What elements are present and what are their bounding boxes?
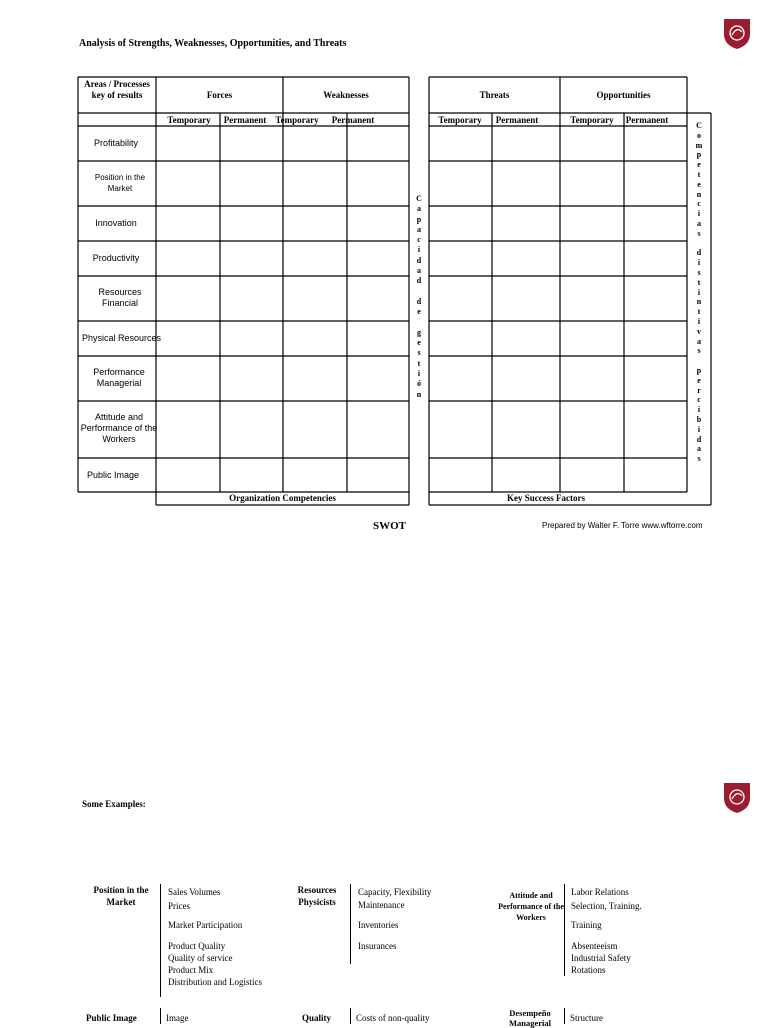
vertical-letter: d — [416, 255, 422, 265]
vertical-letter: ó — [417, 379, 421, 389]
vertical-letter: b — [696, 414, 702, 424]
vertical-letter: t — [697, 307, 701, 317]
example-item: Costs of non-quality — [356, 1013, 430, 1023]
vertical-letter: a — [417, 224, 421, 234]
example-item: Image — [166, 1013, 189, 1023]
vertical-letter: p — [696, 150, 702, 160]
vertical-letter: p — [696, 365, 702, 375]
divider — [160, 1008, 161, 1024]
vertical-letter: m — [695, 140, 703, 150]
row-label: Public Image — [86, 470, 140, 480]
vertical-letter: e — [697, 375, 701, 385]
sub-temporary: Temporary — [167, 115, 211, 125]
vertical-letter: g — [417, 327, 421, 337]
sub-permanent: Permanent — [625, 115, 669, 125]
vertical-letter: o — [697, 130, 701, 140]
row-label: Physical Resources — [82, 333, 162, 343]
footer-organization-competencies: Organization Competencies — [229, 493, 336, 503]
corner-header: Areas / Processes key of results — [84, 79, 150, 100]
row-label: Innovation — [95, 218, 137, 228]
example-item: Industrial Safety — [571, 953, 631, 963]
vertical-letter: s — [697, 267, 701, 277]
vertical-letter: d — [416, 296, 422, 306]
sub-temporary: Temporary — [570, 115, 614, 125]
group-forces: Forces — [206, 90, 233, 100]
row-label: Attitude and Performance of the Workers — [80, 412, 158, 444]
group-threats: Threats — [479, 90, 510, 100]
swot-label: SWOT — [373, 520, 407, 532]
vertical-letter: d — [696, 434, 702, 444]
vertical-letter: i — [697, 287, 701, 297]
example-item: Market Participation — [168, 920, 243, 930]
example-item: Distribution and Logistics — [168, 977, 262, 987]
right-vertical-label — [692, 121, 706, 464]
vertical-letter: s — [697, 454, 701, 464]
vertical-letter: n — [696, 297, 702, 307]
divider — [350, 1008, 351, 1024]
example-item: Labor Relations — [571, 887, 629, 897]
vertical-letter: a — [697, 218, 701, 228]
example-resources-label: Resources Physicists — [297, 885, 337, 907]
vertical-letter: s — [697, 228, 701, 238]
vertical-letter: a — [697, 444, 701, 454]
footer-key-success-factors: Key Success Factors — [507, 493, 585, 503]
vertical-letter: e — [417, 338, 421, 348]
divider — [564, 1008, 565, 1024]
vertical-letter: t — [697, 277, 701, 287]
example-item: Sales Volumes — [168, 887, 221, 897]
divider — [350, 884, 351, 964]
example-item: Selection, Training. — [571, 901, 642, 911]
vertical-letter: p — [416, 214, 422, 224]
group-opportunities: Opportunities — [596, 90, 651, 100]
example-desempeno-label: Desempeño Managerial — [508, 1008, 552, 1028]
sub-temporary: Temporary — [275, 115, 319, 125]
row-label: Profitability — [93, 138, 138, 148]
row-label: Productivity — [92, 253, 140, 263]
vertical-letter: a — [417, 266, 421, 276]
vertical-letter: i — [417, 369, 421, 379]
example-item: Product Mix — [168, 965, 214, 975]
vertical-letter: c — [697, 395, 701, 405]
vertical-letter — [412, 287, 426, 297]
example-quality-label: Quality — [302, 1013, 332, 1023]
vertical-letter: n — [696, 189, 702, 199]
sub-permanent: Permanent — [331, 115, 375, 125]
row-label: Position in the Market — [94, 173, 146, 193]
example-position-market-label: Position in the Market — [93, 885, 149, 907]
example-item: Training — [571, 920, 602, 930]
sub-permanent: Permanent — [223, 115, 267, 125]
vertical-letter: C — [416, 194, 422, 203]
vertical-letter: a — [697, 336, 701, 346]
vertical-letter: e — [697, 179, 701, 189]
vertical-letter: e — [697, 160, 701, 170]
example-item: Rotations — [571, 965, 606, 975]
vertical-letter: c — [697, 199, 701, 209]
example-item: Prices — [168, 901, 190, 911]
divider — [160, 884, 161, 997]
sub-permanent: Permanent — [495, 115, 539, 125]
vertical-letter: i — [697, 424, 701, 434]
vertical-letter: s — [417, 348, 421, 358]
vertical-letter: s — [697, 346, 701, 356]
vertical-letter: i — [697, 209, 701, 219]
example-attitude-label: Attitude and Performance of the Workers — [498, 891, 564, 922]
vertical-letter: n — [416, 389, 422, 399]
vertical-letter — [412, 318, 426, 328]
vertical-letter: v — [697, 326, 701, 336]
credit-line: Prepared by Walter F. Torre www.wftorre.com — [542, 521, 703, 530]
example-item: Maintenance — [358, 900, 405, 910]
vertical-letter: i — [697, 405, 701, 415]
crest-logo-2 — [722, 780, 752, 814]
vertical-letter: i — [417, 245, 421, 255]
vertical-letter: e — [417, 307, 421, 317]
vertical-letter: t — [417, 358, 421, 368]
vertical-letter: i — [697, 316, 701, 326]
example-item: Inventories — [358, 920, 399, 930]
example-public-image-label: Public Image — [86, 1013, 137, 1023]
example-item: Insurances — [358, 941, 397, 951]
vertical-letter: C — [696, 121, 702, 130]
example-item: Capacity, Flexibility — [358, 887, 432, 897]
vertical-letter — [692, 356, 706, 366]
row-label: Performance Managerial — [93, 367, 145, 388]
examples-heading: Some Examples: — [82, 799, 146, 809]
vertical-letter — [692, 239, 706, 249]
sub-temporary: Temporary — [438, 115, 482, 125]
vertical-letter: r — [697, 385, 701, 395]
page-title: Analysis of Strengths, Weaknesses, Opportunities, and Threats — [79, 38, 347, 49]
divider — [564, 884, 565, 976]
group-weaknesses: Weaknesses — [323, 90, 369, 100]
row-label: Resources Financial — [98, 287, 142, 308]
vertical-letter: i — [697, 258, 701, 268]
vertical-letter: c — [417, 235, 421, 245]
example-item: Quality of service — [168, 953, 233, 963]
middle-vertical-label — [412, 194, 426, 400]
vertical-letter: a — [417, 204, 421, 214]
vertical-letter: t — [697, 169, 701, 179]
vertical-letter: d — [696, 248, 702, 258]
example-item: Product Quality — [168, 941, 226, 951]
vertical-letter: d — [416, 276, 422, 286]
example-item: Absenteeism — [571, 941, 618, 951]
example-item: Structure — [570, 1013, 603, 1023]
